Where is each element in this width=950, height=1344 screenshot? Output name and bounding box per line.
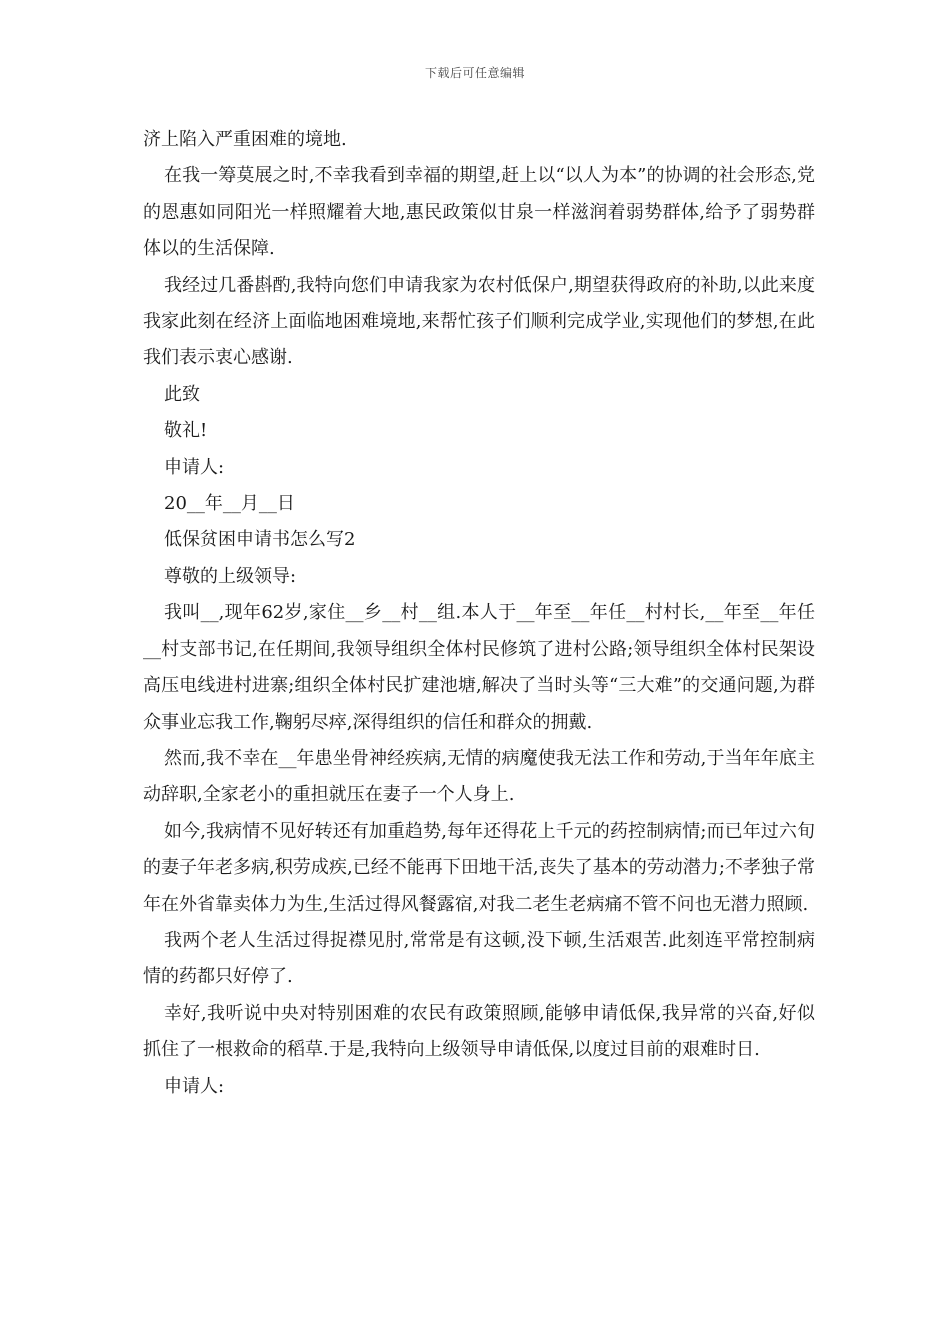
greeting: 尊敬的上级领导:: [164, 565, 297, 587]
closing-salutation: 此致: [164, 383, 200, 405]
document-body: [143, 122, 815, 1105]
applicant-label: 申请人:: [164, 1075, 225, 1097]
paragraph: 我经过几番斟酌,我特向您们申请我家为农村低保户,期望获得政府的补助,以此来度我家此刻在经济上面临地困难境地,来帮忙孩子们顺利完成学业,实现他们的梦想,在此我们表示衷心感谢.: [143, 274, 815, 369]
paragraph: 幸好,我听说中央对特别困难的农民有政策照顾,能够申请低保,我异常的兴奋,好似抓住了一根救命的稻草.于是,我特向上级领导申请低保,以度过目前的艰难时日.: [143, 1002, 815, 1061]
section-title: 低保贫困申请书怎么写2: [164, 529, 356, 551]
paragraph: 如今,我病情不见好转还有加重趋势,每年还得花上千元的药控制病情;而已年过六旬的妻子年老多病,积劳成疾,已经不能再下田地干活,丧失了基本的劳动潜力;不孝独子常年在外省靠卖体力为生,生活过得风餐露宿,对我二老生老病痛不管不问也无潜力照顾.: [143, 820, 815, 915]
paragraph: 我叫__,现年62岁,家住__乡__村__组.本人于__年至__年任__村村长,__年至__年任__村支部书记,在任期间,我领导组织全体村民修筑了进村公路;领导组织全体村民架设高压电线进村进寨;组织全体村民扩建池塘,解决了当时头等“三大难”的交通问题,为群众事业忘我工作,鞠躬尽瘁,深得组织的信任和群众的拥戴.: [143, 602, 815, 733]
paragraph: 我两个老人生活过得捉襟见肘,常常是有这顿,没下顿,生活艰苦.此刻连平常控制病情的药都只好停了.: [143, 929, 815, 988]
paragraph: 然而,我不幸在__年患坐骨神经疾病,无情的病魔使我无法工作和劳动,于当年年底主动辞职,全家老小的重担就压在妻子一个人身上.: [143, 747, 815, 806]
paragraph: 在我一筹莫展之时,不幸我看到幸福的期望,赶上以“以人为本”的协调的社会形态,党的恩惠如同阳光一样照耀着大地,惠民政策似甘泉一样滋润着弱势群体,给予了弱势群体以的生活保障.: [143, 165, 815, 260]
applicant-label: 申请人:: [164, 456, 225, 478]
paragraph: 济上陷入严重困难的境地.: [143, 129, 347, 150]
page-header: 下载后可任意编辑: [424, 66, 525, 80]
closing-regards: 敬礼!: [164, 420, 208, 442]
date-line: 20__年__月__日: [164, 493, 295, 515]
